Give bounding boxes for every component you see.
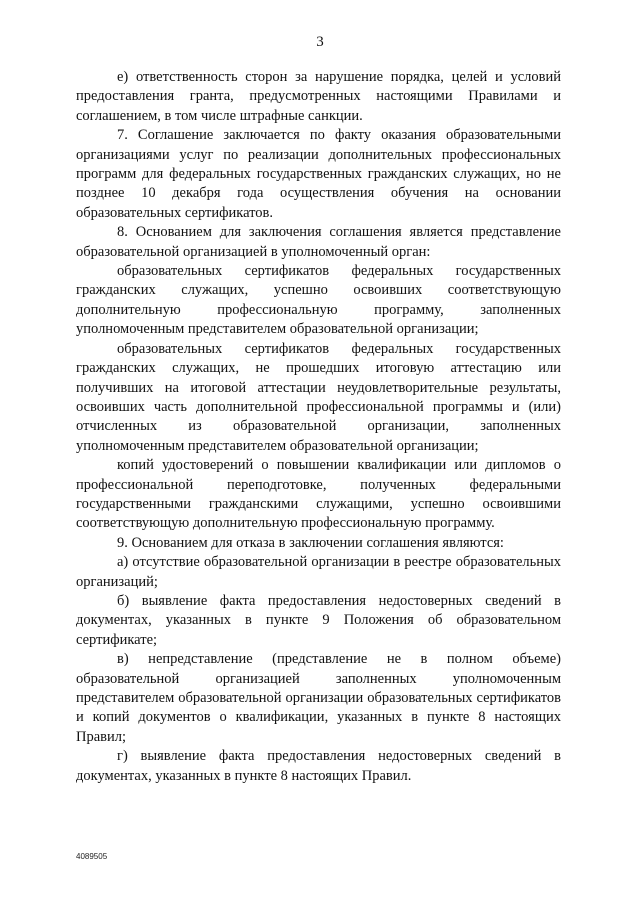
page-number: 3	[316, 34, 324, 50]
paragraph-list-item: образовательных сертификатов федеральных государственных гражданских служащих, успешно освоивших соответствующую дополнительную профессиональную программу, заполненных уполномоченным представителем образовательной организации;	[76, 263, 561, 338]
paragraph-clause-9: 9. Основанием для отказа в заключении соглашения являются:	[117, 534, 504, 551]
document-body	[76, 68, 561, 786]
paragraph-clause-8: 8. Основанием для заключения соглашения является представление образовательной организацией в уполномоченный орган:	[76, 224, 561, 260]
document-code: 4089505	[76, 852, 108, 861]
paragraph-item-v: в) непредставление (представление не в полном объеме) образовательной организацией заполненных уполномоченным представителем образовательной организации образовательных сертификатов и копий документов о квалификации, указанных в пункте 8 настоящих Правил;	[76, 651, 561, 745]
paragraph-item-e: е) ответственность сторон за нарушение порядка, целей и условий предоставления гранта, предусмотренных настоящими Правилами и соглашением, в том числе штрафные санкции.	[76, 69, 561, 124]
paragraph-item-b: б) выявление факта предоставления недостоверных сведений в документах, указанных в пункте 9 Положения об образовательном сертификате;	[76, 592, 561, 648]
paragraph-item-a: а) отсутствие образовательной организации в реестре образовательных организаций;	[76, 554, 561, 590]
paragraph-list-item: образовательных сертификатов федеральных государственных гражданских служащих, не прошедших итоговую аттестацию или получивших на итоговой аттестации неудовлетворительные результаты, освоивших часть дополнительной профессиональной программы и (или) отчисленных из образовательной организации, заполненных уполномоченным представителем образовательной организации;	[76, 340, 561, 454]
paragraph-clause-7: 7. Соглашение заключается по факту оказания образовательными организациями услуг по реализации дополнительных профессиональных программ для федеральных государственных гражданских служащих, но не позднее 10 декабря года осуществления обучения на основании образовательных сертификатов.	[76, 127, 561, 221]
paragraph-item-g: г) выявление факта предоставления недостоверных сведений в документах, указанных в пункте 8 настоящих Правил.	[76, 748, 561, 784]
paragraph-list-item: копий удостоверений о повышении квалификации или дипломов о профессиональной переподготовке, полученных федеральными государственными гражданскими служащими, успешно освоившими соответствующую дополнительную профессиональную программу.	[76, 457, 561, 532]
